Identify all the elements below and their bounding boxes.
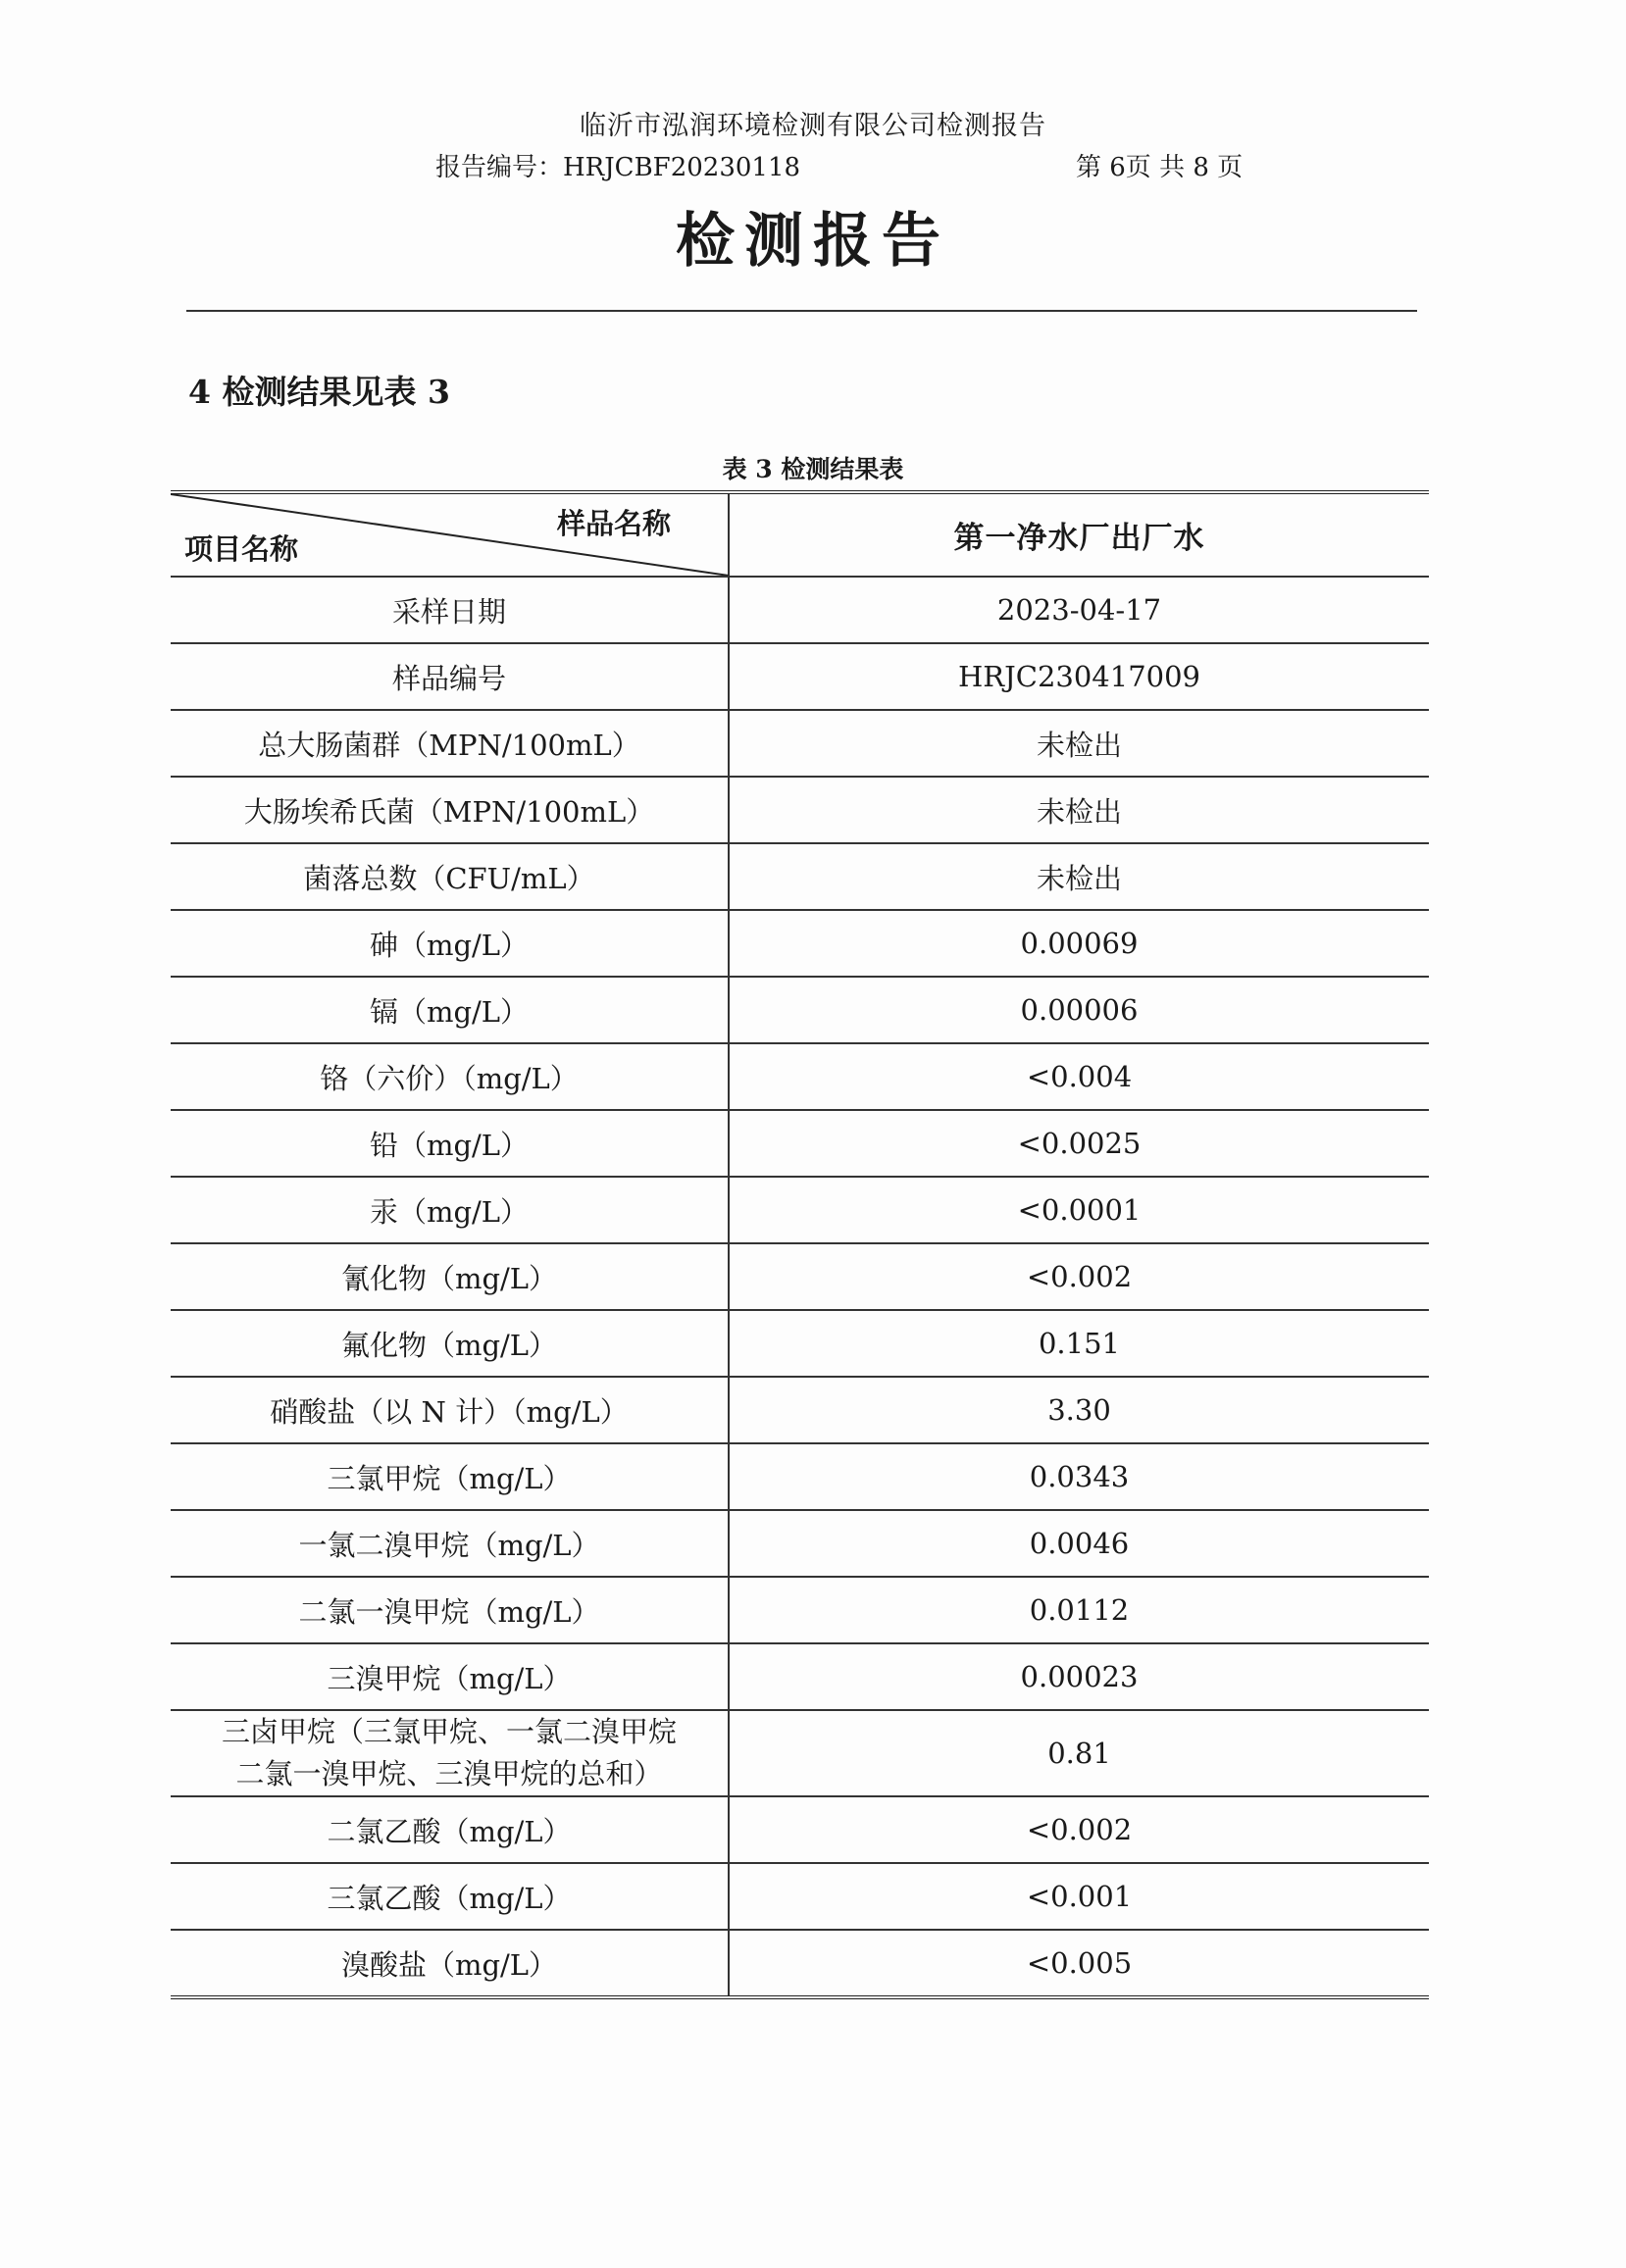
table-row — [171, 910, 1429, 977]
item-cell: 汞（mg/L） — [171, 1177, 729, 1243]
item-cell: 一氯二溴甲烷（mg/L） — [171, 1510, 729, 1577]
value-cell: 0.0046 — [729, 1510, 1429, 1577]
value-cell: <0.004 — [729, 1043, 1429, 1110]
table-header-row — [171, 492, 1429, 577]
item-cell: 砷（mg/L） — [171, 910, 729, 977]
item-cell: 大肠埃希氏菌（MPN/100mL） — [171, 777, 729, 843]
table-row — [171, 1243, 1429, 1310]
table-row — [171, 643, 1429, 710]
table-row — [171, 843, 1429, 910]
diagonal-header-cell — [171, 492, 729, 577]
item-cell: 氰化物（mg/L） — [171, 1243, 729, 1310]
value-cell: 未检出 — [729, 843, 1429, 910]
item-cell: 采样日期 — [171, 577, 729, 643]
table-row — [171, 577, 1429, 643]
item-cell: 铅（mg/L） — [171, 1110, 729, 1177]
value-cell: 2023-04-17 — [729, 577, 1429, 643]
table-row — [171, 1510, 1429, 1577]
value-cell: 0.00069 — [729, 910, 1429, 977]
item-cell: 二氯乙酸（mg/L） — [171, 1796, 729, 1863]
item-cell: 三溴甲烷（mg/L） — [171, 1643, 729, 1710]
value-cell: <0.002 — [729, 1243, 1429, 1310]
item-cell: 二氯一溴甲烷（mg/L） — [171, 1577, 729, 1643]
table-row — [171, 1043, 1429, 1110]
item-cell: 菌落总数（CFU/mL） — [171, 843, 729, 910]
item-line: 二氯一溴甲烷、三溴甲烷的总和） — [235, 1757, 663, 1790]
item-cell — [171, 1710, 729, 1796]
value-cell: 未检出 — [729, 777, 1429, 843]
table-row — [171, 1710, 1429, 1796]
table-row — [171, 1110, 1429, 1177]
table-row — [171, 777, 1429, 843]
table-row — [171, 977, 1429, 1043]
item-cell: 三氯乙酸（mg/L） — [171, 1863, 729, 1930]
item-cell: 镉（mg/L） — [171, 977, 729, 1043]
company-header: 临沂市泓润环境检测有限公司检测报告 — [580, 111, 1046, 141]
value-cell: <0.0001 — [729, 1177, 1429, 1243]
sample-name: 第一净水厂出厂水 — [953, 521, 1205, 556]
page-number: 第 6页 共 8 页 — [1076, 153, 1244, 182]
table-caption: 表 3 检测结果表 — [722, 455, 904, 483]
value-cell: <0.005 — [729, 1930, 1429, 1997]
report-number: 报告编号：HRJCBF20230118 — [435, 153, 801, 182]
value-cell: <0.0025 — [729, 1110, 1429, 1177]
value-cell: 0.00006 — [729, 977, 1429, 1043]
item-cell: 总大肠菌群（MPN/100mL） — [171, 710, 729, 777]
table-row — [171, 1577, 1429, 1643]
section-heading: 4 检测结果见表 3 — [188, 373, 450, 411]
value-cell: <0.001 — [729, 1863, 1429, 1930]
value-cell: 0.0112 — [729, 1577, 1429, 1643]
item-cell: 溴酸盐（mg/L） — [171, 1930, 729, 1997]
header-sample-label: 样品名称 — [556, 507, 671, 540]
table-row — [171, 1177, 1429, 1243]
item-line: 三卤甲烷（三氯甲烷、一氯二溴甲烷 — [221, 1715, 677, 1748]
value-cell: 0.0343 — [729, 1443, 1429, 1510]
item-cell: 硝酸盐（以 N 计）（mg/L） — [171, 1377, 729, 1443]
table-row — [171, 1930, 1429, 1997]
value-cell: 0.00023 — [729, 1643, 1429, 1710]
header-item-label: 项目名称 — [184, 532, 299, 566]
value-cell: HRJC230417009 — [729, 643, 1429, 710]
table-row — [171, 710, 1429, 777]
results-table — [171, 490, 1429, 1999]
table-row — [171, 1310, 1429, 1377]
table-row — [171, 1443, 1429, 1510]
value-cell: 0.151 — [729, 1310, 1429, 1377]
item-cell: 样品编号 — [171, 643, 729, 710]
value-cell: 未检出 — [729, 710, 1429, 777]
header-sample-name — [729, 492, 1429, 577]
table-row — [171, 1377, 1429, 1443]
table-row — [171, 1796, 1429, 1863]
item-cell: 铬（六价）（mg/L） — [171, 1043, 729, 1110]
title-divider — [186, 310, 1417, 312]
value-cell: 0.81 — [729, 1710, 1429, 1796]
page-title: 检测报告 — [676, 207, 950, 276]
table-row — [171, 1643, 1429, 1710]
value-cell: 3.30 — [729, 1377, 1429, 1443]
table-row — [171, 1863, 1429, 1930]
value-cell: <0.002 — [729, 1796, 1429, 1863]
item-cell: 氟化物（mg/L） — [171, 1310, 729, 1377]
item-cell: 三氯甲烷（mg/L） — [171, 1443, 729, 1510]
